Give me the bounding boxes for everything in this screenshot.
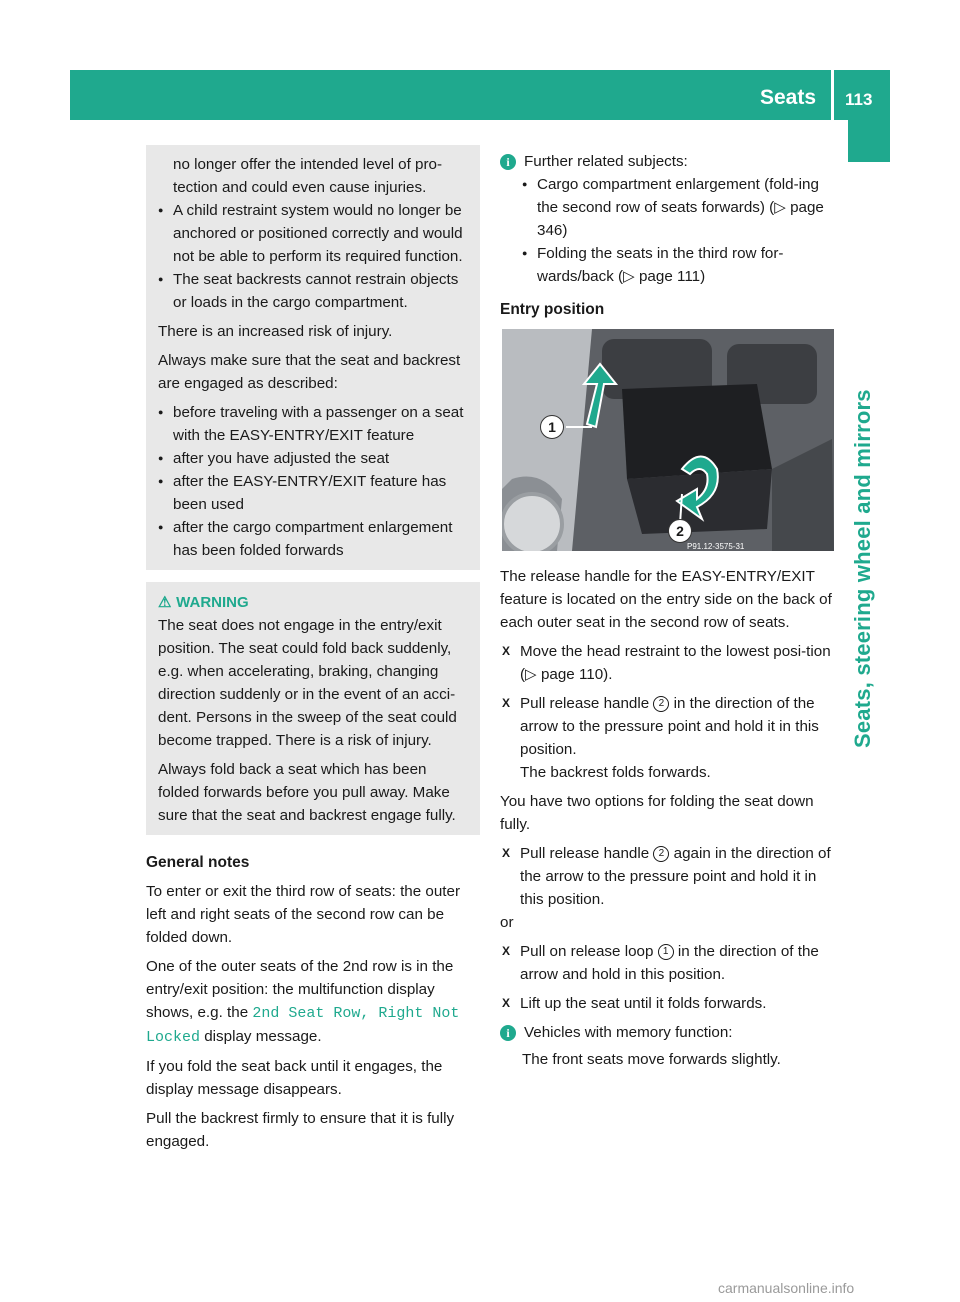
paragraph: The release handle for the EASY-ENTRY/EXIT feature is located on the entry side on the back of each outer seat in the second row of seats. bbox=[500, 568, 832, 631]
warning-box bbox=[146, 582, 480, 835]
info-heading: i Further related subjects: bbox=[500, 150, 834, 173]
header-separator bbox=[831, 70, 834, 120]
callout-2-icon: 2 bbox=[653, 846, 669, 862]
chapter-side-tab: Seats, steering wheel and mirrors bbox=[850, 389, 875, 748]
box-paragraph: There is an increased risk of injury. bbox=[158, 323, 393, 340]
box-bullet: ● after the cargo compartment enlargement has been folded forwards bbox=[158, 516, 472, 562]
step-item: X Pull release handle 2 in the direction of the arrow to the pressure point and hold it in this position. bbox=[500, 692, 834, 761]
paragraph: You have two options for folding the seat down fully. bbox=[500, 793, 814, 833]
paragraph: Pull the backrest firmly to ensure that it is fully engaged. bbox=[146, 1110, 455, 1150]
warning-heading bbox=[158, 592, 472, 614]
section-heading: General notes bbox=[146, 854, 250, 871]
photo-label-1: 1 bbox=[540, 415, 564, 439]
warning-text: The seat does not engage in the entry/exit position. The seat could fold back suddenly, e.g. when accelerating, braking, changing direction suddenly or in the event of an acci-dent. Persons in the sweep of the seat could become trapped. There is a risk of injury. bbox=[158, 617, 457, 749]
box-bullet: ● after the EASY-ENTRY/EXIT feature has been used bbox=[158, 470, 472, 516]
warning-triangle-icon: ⚠ bbox=[158, 594, 172, 611]
or-text: or bbox=[500, 914, 514, 931]
warning-title: WARNING bbox=[176, 594, 249, 611]
box-bullet: ● before traveling with a passenger on a seat with the EASY-ENTRY/EXIT feature bbox=[158, 401, 472, 447]
left-column bbox=[146, 145, 480, 1153]
seat-photo bbox=[502, 329, 834, 551]
box-bullet: ● after you have adjusted the seat bbox=[158, 447, 472, 470]
info-bullet: ● Cargo compartment enlargement (fold-ing the second row of seats forwards) (▷ page 346) bbox=[522, 173, 834, 242]
step-result: The backrest folds forwards. bbox=[520, 764, 711, 781]
info-icon: i bbox=[500, 154, 516, 170]
seat-illustration bbox=[502, 329, 834, 551]
paragraph: If you fold the seat back until it engages, the display message disappears. bbox=[146, 1058, 443, 1098]
photo-label-2: 2 bbox=[668, 519, 692, 543]
info-icon: i bbox=[500, 1025, 516, 1041]
callout-2-icon: 2 bbox=[653, 696, 669, 712]
display-message: 2nd Seat Row, Right Not Locked bbox=[146, 1005, 460, 1046]
info-heading: i Vehicles with memory function: bbox=[500, 1021, 834, 1044]
section-title: Seats bbox=[760, 86, 817, 109]
box-intro: no longer offer the intended level of pro-tection and could even cause injuries. bbox=[173, 156, 443, 196]
safety-box bbox=[146, 145, 480, 570]
footer-watermark: carmanualsonline.info bbox=[718, 1280, 855, 1296]
step-item: X Pull release handle 2 again in the direction of the arrow to the pressure point and hold it in this position. bbox=[500, 842, 834, 911]
info-bullet: ● Folding the seats in the third row for-wards/back (▷ page 111) bbox=[522, 242, 834, 288]
step-item: X Pull on release loop 1 in the direction of the arrow and hold in this position. bbox=[500, 940, 834, 986]
right-column bbox=[500, 150, 834, 1071]
section-heading: Entry position bbox=[500, 301, 605, 318]
box-bullet: ● A child restraint system would no longer be anchored or positioned correctly and would not be able to perform its required function. bbox=[158, 199, 472, 268]
box-bullet: ● The seat backrests cannot restrain objects or loads in the cargo compartment. bbox=[158, 268, 472, 314]
step-item: X Move the head restraint to the lowest posi-tion (▷ page 110). bbox=[500, 640, 834, 686]
photo-code: P91.12-3575-31 bbox=[687, 542, 745, 551]
step-item: X Lift up the seat until it folds forwards. bbox=[500, 992, 834, 1015]
side-tab-marker bbox=[848, 120, 890, 162]
callout-1-icon: 1 bbox=[658, 944, 674, 960]
info-text: The front seats move forwards slightly. bbox=[522, 1051, 781, 1068]
paragraph: One of the outer seats of the 2nd row is in the entry/exit position: the multifunction display shows, e.g. the 2nd Seat Row, Right Not Locked display message. bbox=[146, 958, 460, 1046]
box-paragraph: Always make sure that the seat and backrest are engaged as described: bbox=[158, 352, 461, 392]
warning-text: Always fold back a seat which has been folded forwards before you pull away. Make sure that the seat and backrest engage fully. bbox=[158, 761, 456, 824]
page-number: 113 bbox=[845, 90, 873, 109]
paragraph: To enter or exit the third row of seats: the outer left and right seats of the second row can be folded down. bbox=[146, 883, 461, 946]
